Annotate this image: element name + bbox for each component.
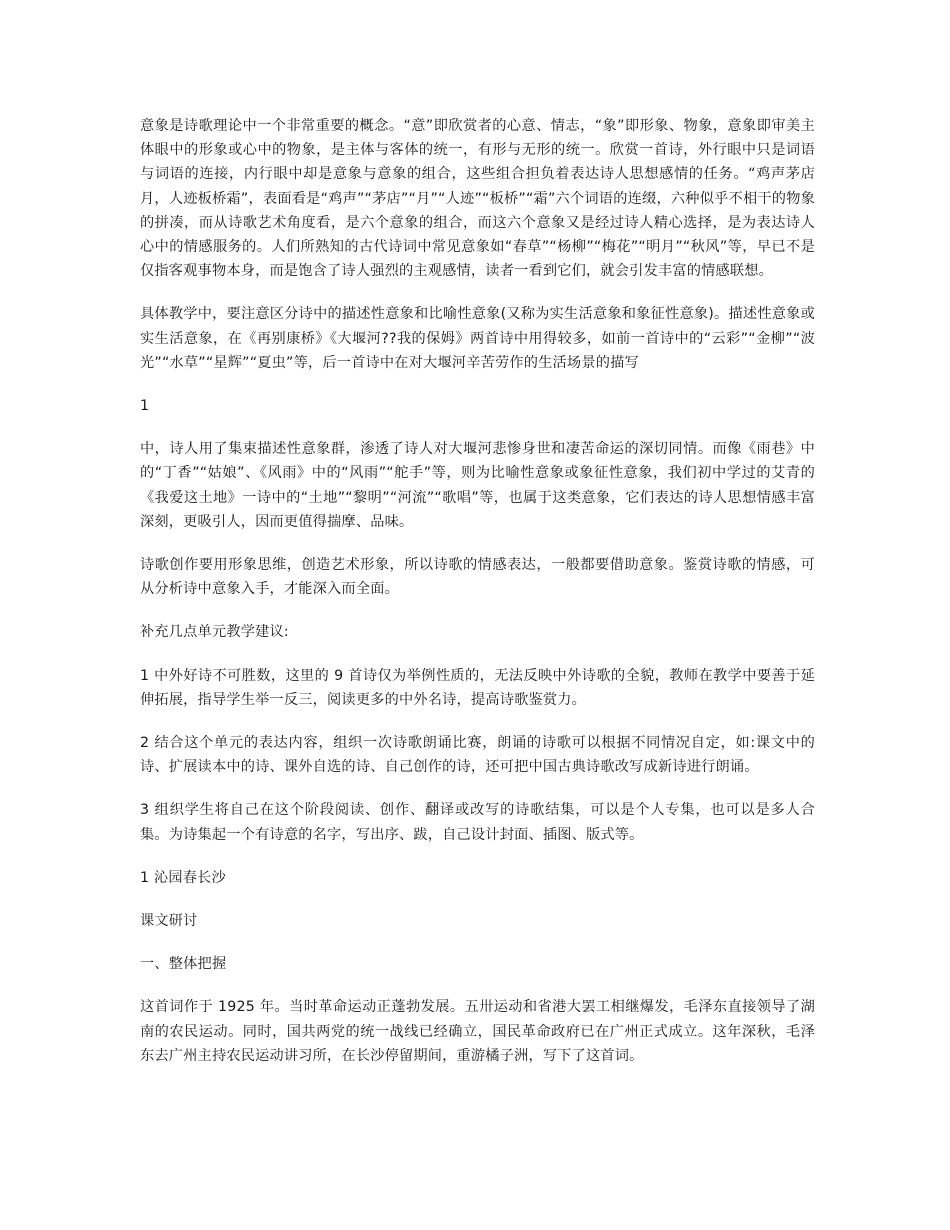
heading-teaching-suggestions: 补充几点单元教学建议: (140, 624, 289, 641)
section-heading-text-study: 课文研讨 (140, 913, 198, 930)
suggestion-item-1: 1 中外好诗不可胜数，这里的 9 首诗仅为举例性质的，无法反映中外诗歌的全貌，教师在教学中要善于延伸拓展，指导学生举一反三，阅读更多的中外名诗，提高诗歌鉴赏力。 (140, 667, 815, 708)
paragraph-metaphoric-imagery: 中，诗人用了集束描述性意象群，渗透了诗人对大堰河悲惨身世和凄苦命运的深切同情。而像《雨巷》中的“丁香”“姑娘”、《风雨》中的“风雨”“舵手”等，则为比喻性意象或象征性意象，我们初中学过的艾青的《我爱这土地》一诗中的“土地”“黎明”“河流”“歌唱”等，也属于这类意象，它们表达的诗人思想情感丰富深刻，更吸引人，因而更值得揣摩、品味。 (140, 441, 815, 530)
paragraph-poetry-creation: 诗歌创作要用形象思维，创造艺术形象，所以诗歌的情感表达，一般都要借助意象。鉴赏诗歌的情感，可从分析诗中意象入手，才能深入而全面。 (140, 557, 815, 598)
paragraph-descriptive-imagery: 具体教学中，要注意区分诗中的描述性意象和比喻性意象(又称为实生活意象和象征性意象)。描述性意象或实生活意象，在《再别康桥》《大堰河??我的保姆》两首诗中用得较多，如前一首诗中的“云彩”“金柳”“波光”“水草”“星辉”“夏虫”等，后一首诗中在对大堰河辛苦劳作的生活场景的描写 (140, 306, 815, 371)
section-heading-overall: 一、整体把握 (140, 956, 227, 973)
page-number: 1 (140, 398, 150, 415)
paragraph-imagery-concept: 意象是诗歌理论中一个非常重要的概念。“意”即欣赏者的心意、情志，“象”即形象、物象，意象即审美主体眼中的形象或心中的物象，是主体与客体的统一，有形与无形的统一。欣赏一首诗，外行眼中只是词语与词语的连接，内行眼中却是意象与意象的组合，这些组合担负着表达诗人思想感情的任务。“鸡声茅店月，人迹板桥霜”，表面看是“鸡声”“茅店”“月”“人迹”“板桥”“霜”六个词语的连缀，六种似乎不相干的物象的拼凑，而从诗歌艺术角度看，是六个意象的组合，而这六个意象又是经过诗人精心选择，是为表达诗人心中的情感服务的。人们所熟知的古代诗词中常见意象如“春草”“杨柳”“梅花”“明月”“秋风”等，早已不是仅指客观事物本身，而是饱含了诗人强烈的主观感情，读者一看到它们，就会引发丰富的情感联想。 (140, 118, 815, 280)
suggestion-item-2: 2 结合这个单元的表达内容，组织一次诗歌朗诵比赛，朗诵的诗歌可以根据不同情况自定，如:课文中的诗、扩展读本中的诗、课外自选的诗、自己创作的诗，还可把中国古典诗歌改写成新诗进行朗诵。 (140, 735, 815, 776)
lesson-title: 1 沁园春长沙 (140, 869, 226, 886)
suggestion-item-3: 3 组织学生将自己在这个阶段阅读、创作、翻译或改写的诗歌结集，可以是个人专集，也可以是多人合集。为诗集起一个有诗意的名字，写出序、跋，自己设计封面、插图、版式等。 (140, 802, 815, 843)
document-page (140, 114, 815, 1087)
paragraph-background: 这首词作于 1925 年。当时革命运动正蓬勃发展。五卅运动和省港大罢工相继爆发，毛泽东直接领导了湖南的农民运动。同时，国共两党的统一战线已经确立，国民革命政府已在广州正式成立。这年深秋，毛泽东去广州主持农民运动讲习所，在长沙停留期间，重游橘子洲，写下了这首词。 (140, 999, 815, 1064)
